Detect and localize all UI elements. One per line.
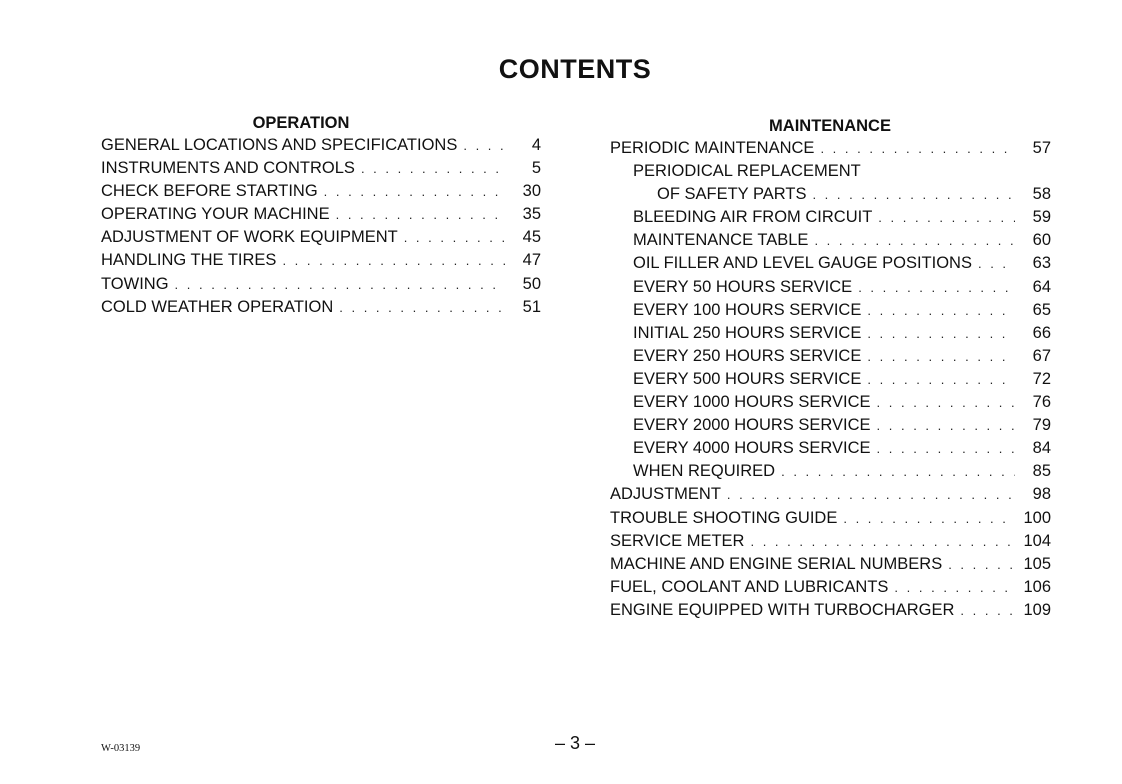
toc-entry-label: EVERY 500 HOURS SERVICE [633, 369, 862, 388]
toc-entry-label: EVERY 4000 HOURS SERVICE [633, 439, 871, 458]
toc-entry [610, 137, 1051, 160]
toc-entry [610, 183, 1051, 206]
toc-entry-label: CHECK BEFORE STARTING [101, 182, 318, 201]
toc-entry-page: 100 [1023, 508, 1051, 527]
toc-entry-page: 64 [1032, 277, 1051, 296]
toc-entry-page: 85 [1032, 462, 1051, 481]
toc-entry [101, 226, 541, 249]
toc-entry-page: 67 [1032, 346, 1051, 365]
maintenance-column [610, 115, 1051, 622]
dot-leader [877, 391, 1015, 414]
toc-entry-label: PERIODICAL REPLACEMENT [633, 162, 861, 181]
toc-entry-page: 98 [1032, 485, 1051, 504]
toc-entry [610, 206, 1051, 229]
dot-leader [814, 229, 1015, 252]
maintenance-heading: MAINTENANCE [769, 117, 891, 135]
toc-entry-page: 106 [1023, 577, 1051, 596]
toc-entry [610, 322, 1051, 345]
toc-entry [610, 507, 1051, 530]
toc-entry-label: OIL FILLER AND LEVEL GAUGE POSITIONS [633, 254, 972, 273]
toc-entry-label: ADJUSTMENT OF WORK EQUIPMENT [101, 228, 398, 247]
dot-leader [282, 249, 505, 272]
toc-entry [610, 576, 1051, 599]
toc-entry-label: FUEL, COOLANT AND LUBRICANTS [610, 577, 889, 596]
toc-entry-page: 104 [1023, 531, 1051, 550]
toc-entry [610, 391, 1051, 414]
toc-entry-label: BLEEDING AIR FROM CIRCUIT [633, 208, 873, 227]
toc-entry-label: ADJUSTMENT [610, 485, 721, 504]
dot-leader [867, 299, 1015, 322]
toc-entry [101, 296, 541, 319]
toc-entry-page: 76 [1032, 393, 1051, 412]
toc-entry [610, 368, 1051, 391]
toc-entry-page: 57 [1032, 139, 1051, 157]
dot-leader [978, 252, 1015, 275]
toc-entry-page: 105 [1023, 554, 1051, 573]
dot-leader [960, 599, 1015, 622]
dot-leader [175, 273, 505, 296]
dot-leader [463, 134, 505, 157]
toc-entry-label: WHEN REQUIRED [633, 462, 776, 481]
toc-entry-label: GENERAL LOCATIONS AND SPECIFICATIONS [101, 136, 458, 154]
toc-entry-page: 30 [522, 182, 541, 201]
toc-entry-page: 59 [1032, 208, 1051, 227]
toc-entry-label: SERVICE METER [610, 531, 745, 550]
toc-entry-label: MAINTENANCE TABLE [633, 231, 809, 250]
toc-entry-label: EVERY 100 HOURS SERVICE [633, 300, 862, 319]
toc-entry [101, 203, 541, 226]
document-code: W-03139 [101, 743, 141, 754]
toc-entry-page: 84 [1032, 439, 1051, 458]
toc-entry-page: 47 [522, 251, 541, 270]
toc-entry-label: EVERY 50 HOURS SERVICE [633, 277, 853, 296]
dot-leader [867, 322, 1015, 345]
toc-entry [610, 276, 1051, 299]
toc-entry-page: 51 [522, 297, 541, 316]
dot-leader [339, 296, 505, 319]
toc-entry-page: 5 [531, 159, 541, 178]
toc-entry-page: 79 [1032, 416, 1051, 435]
toc-entry [101, 249, 541, 272]
toc-entry-label: EVERY 1000 HOURS SERVICE [633, 393, 871, 412]
dot-leader [877, 437, 1015, 460]
toc-entry-label: INITIAL 250 HOURS SERVICE [633, 323, 862, 342]
toc-entry-label: EVERY 250 HOURS SERVICE [633, 346, 862, 365]
dot-leader [324, 180, 505, 203]
toc-entry [101, 134, 541, 157]
dot-leader [361, 157, 505, 180]
toc-entry [610, 460, 1051, 483]
toc-entry [610, 437, 1051, 460]
toc-entry-page: 65 [1032, 300, 1051, 319]
toc-entry [610, 299, 1051, 322]
page-title: CONTENTS [498, 54, 652, 84]
toc-entry-label: ENGINE EQUIPPED WITH TURBOCHARGER [610, 600, 955, 619]
toc-entry-label: MACHINE AND ENGINE SERIAL NUMBERS [610, 554, 943, 573]
dot-leader [820, 137, 1015, 160]
toc-entry-label: PERIODIC MAINTENANCE [610, 139, 815, 157]
toc-entry-page: 72 [1032, 369, 1051, 388]
toc-entry [610, 160, 1051, 183]
toc-entry-page: 60 [1032, 231, 1051, 250]
dot-leader [878, 206, 1015, 229]
toc-entry-page: 66 [1032, 323, 1051, 342]
dot-leader [877, 414, 1015, 437]
toc-entry-label: TOWING [101, 274, 169, 293]
toc-entry-label: COLD WEATHER OPERATION [101, 297, 334, 316]
dot-leader [867, 368, 1015, 391]
operation-column [101, 112, 541, 319]
toc-entry-label: TROUBLE SHOOTING GUIDE [610, 508, 838, 527]
toc-entry [610, 553, 1051, 576]
toc-entry [610, 252, 1051, 275]
toc-entry-label: OF SAFETY PARTS [657, 185, 807, 204]
toc-entry-page: 63 [1032, 254, 1051, 273]
dot-leader [336, 203, 505, 226]
toc-entry-page: 50 [522, 274, 541, 293]
page-number: – 3 – [554, 733, 596, 753]
toc-entry-label: HANDLING THE TIRES [101, 251, 277, 270]
toc-entry-page: 4 [531, 136, 541, 154]
dot-leader [894, 576, 1015, 599]
dot-leader [781, 460, 1015, 483]
toc-entry [610, 599, 1051, 622]
toc-entry-page: 58 [1032, 185, 1051, 204]
dot-leader [750, 530, 1015, 553]
dot-leader [858, 276, 1015, 299]
toc-entry [610, 229, 1051, 252]
dot-leader [404, 226, 505, 249]
toc-entry [101, 180, 541, 203]
toc-entry [101, 157, 541, 180]
toc-entry [610, 483, 1051, 506]
dot-leader [867, 345, 1015, 368]
dot-leader [948, 553, 1015, 576]
dot-leader [812, 183, 1015, 206]
toc-entry-label: EVERY 2000 HOURS SERVICE [633, 416, 871, 435]
toc-entry [101, 273, 541, 296]
toc-entry-label: OPERATING YOUR MACHINE [101, 205, 330, 224]
toc-entry [610, 345, 1051, 368]
operation-heading: OPERATION [252, 114, 350, 132]
toc-entry-label: INSTRUMENTS AND CONTROLS [101, 159, 355, 178]
toc-entry-page: 109 [1023, 600, 1051, 619]
dot-leader [843, 507, 1015, 530]
toc-entry [610, 530, 1051, 553]
toc-entry-page: 35 [522, 205, 541, 224]
dot-leader [727, 483, 1015, 506]
toc-entry [610, 414, 1051, 437]
toc-entry-page: 45 [522, 228, 541, 247]
